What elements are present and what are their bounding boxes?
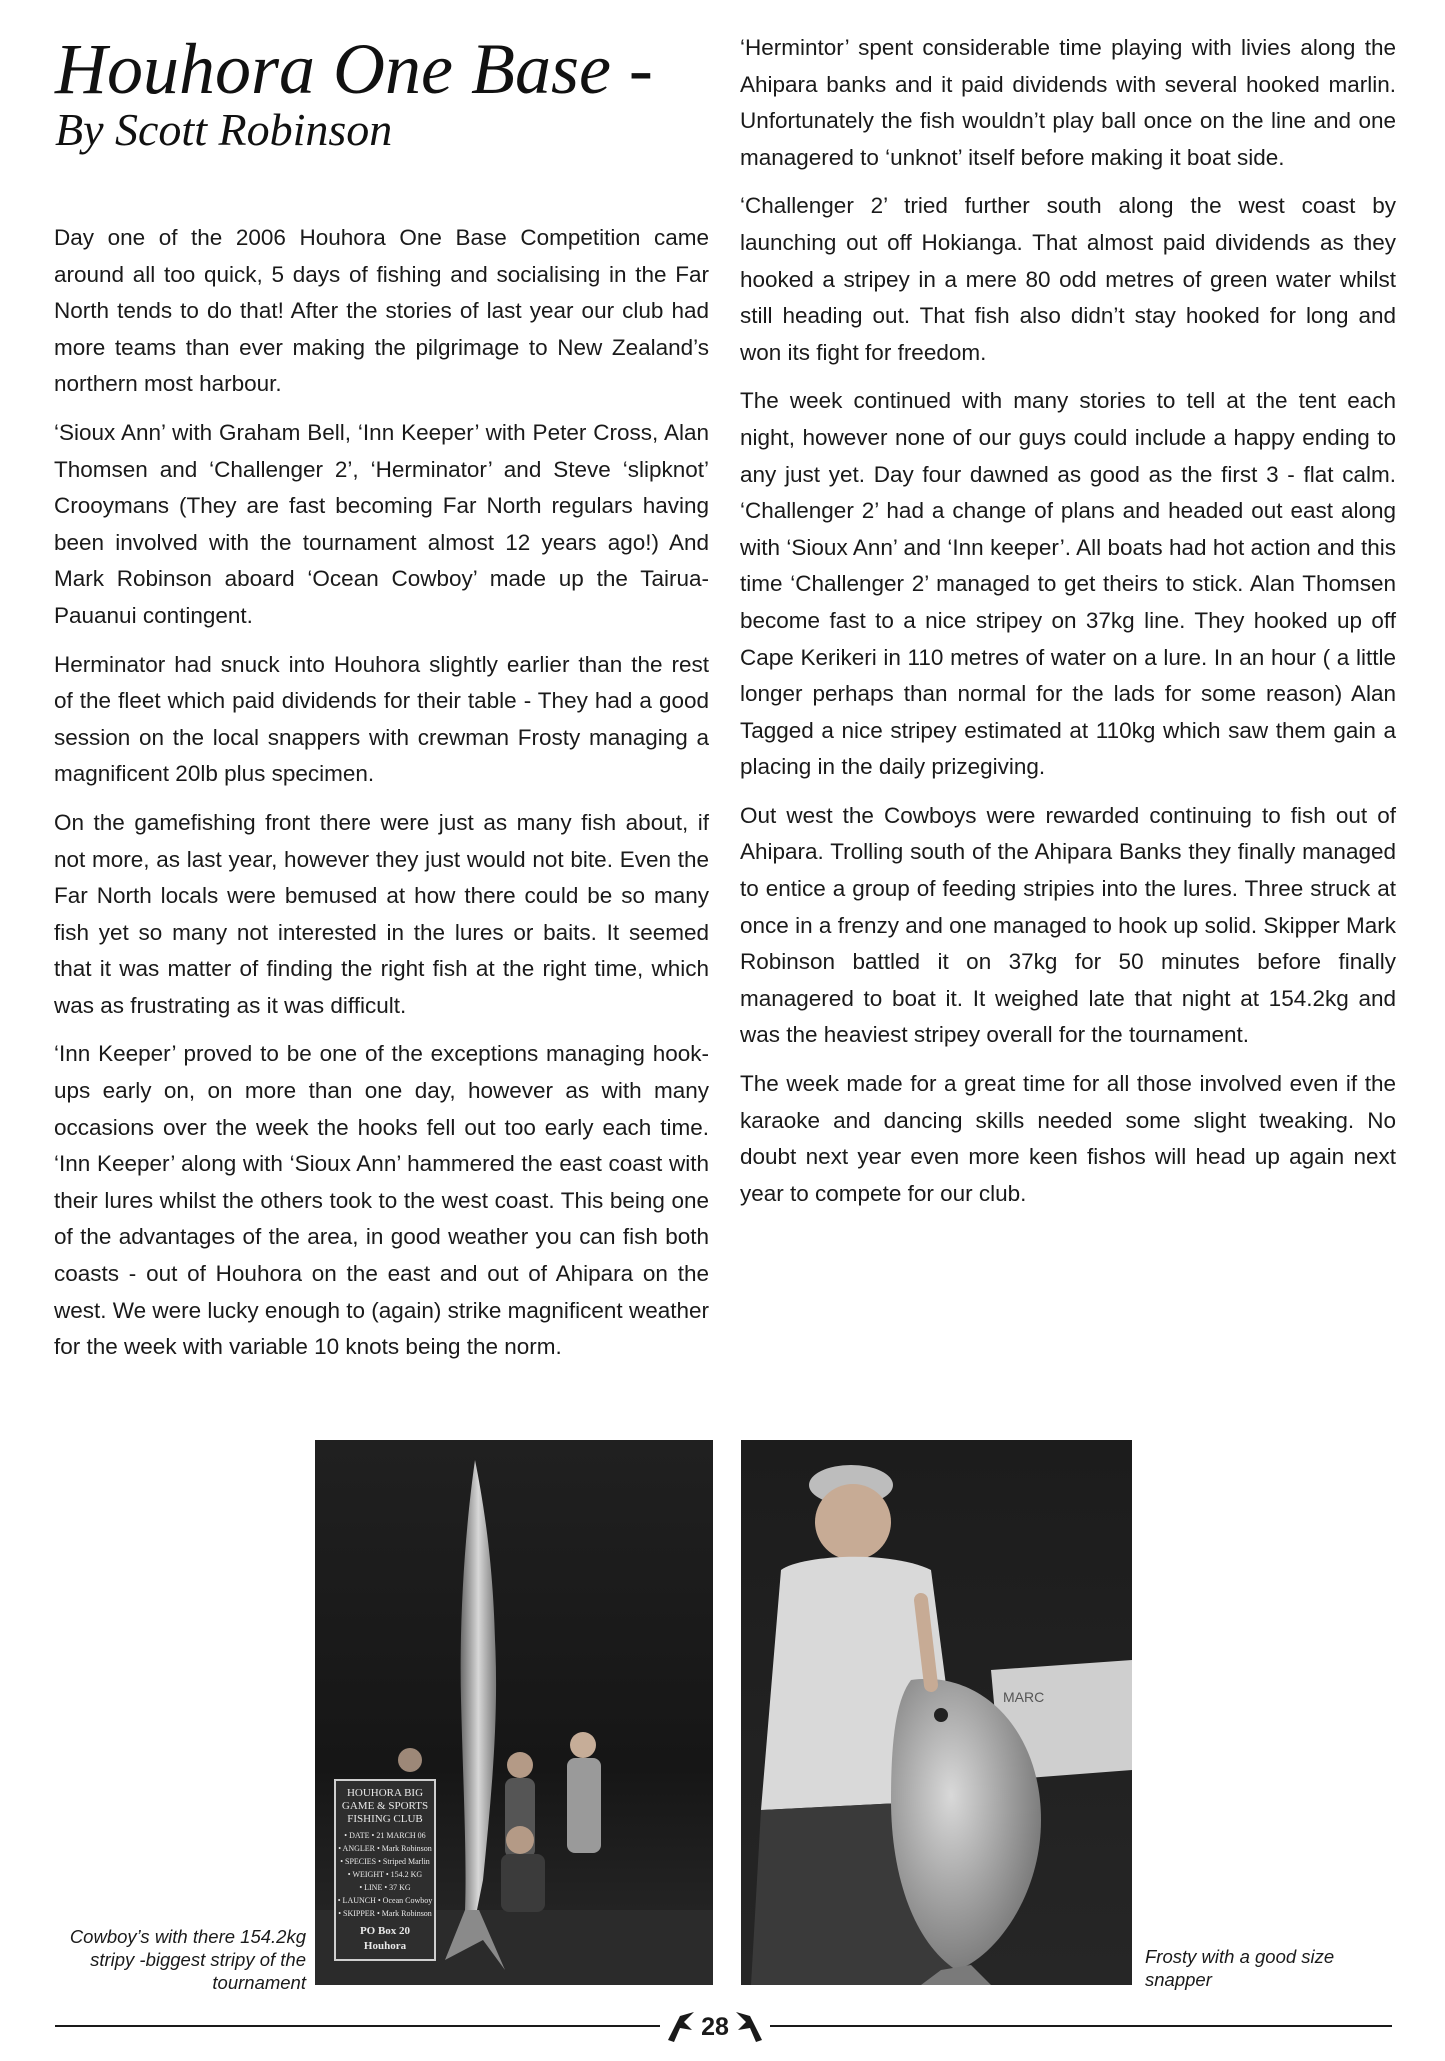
- paragraph: Herminator had snuck into Houhora slightly earlier than the rest of the fleet which paid dividends for their table - They had a good session on the local snappers with crewman Frosty managing a magnificent 20lb plus specimen.: [54, 651, 709, 787]
- paragraph: ‘Hermintor’ spent considerable time playing with livies along the Ahipara banks and it paid dividends with several hooked marlin. Unfortunately the fish wouldn’t play ball once on the line and one managered to ‘unknot’ itself before making it boat side.: [740, 35, 1396, 170]
- paragraph: The week continued with many stories to tell at the tent each night, however none of our guys could include a happy ending to any just yet. Day four dawned as good as the first 3 - flat calm. ‘Challenger 2’ had a change of plans and headed out east along with ‘Sioux Ann’ and ‘Inn keeper’. All boats had hot action and this time ‘Challenger 2’ managed to get theirs to stick. Alan Thomsen become fast to a nice stripey on 37kg line. They hooked up off Cape Kerikeri in 110 metres of water on a lure. In an hour ( a little longer perhaps than normal for the lads for some reason) Alan Tagged a nice stripey estimated at 110kg which saw them gain a placing in the daily prizegiving.: [740, 388, 1396, 780]
- board-text-date: • DATE • 21 MARCH 06: [344, 1831, 426, 1840]
- boat-lettering: MARC: [1003, 1689, 1045, 1705]
- article-byline: By Scott Robinson: [55, 104, 393, 155]
- board-text-species: • SPECIES • Striped Marlin: [340, 1857, 430, 1866]
- footer-rule-left: [55, 2025, 660, 2027]
- board-text-line: • LINE • 37 KG: [359, 1883, 411, 1892]
- right-text-column: [740, 30, 1396, 1224]
- paragraph: ‘Sioux Ann’ with Graham Bell, ‘Inn Keeper’ with Peter Cross, Alan Thomsen and ‘Challenger 2’, ‘Herminator’ and Steve ‘slipknot’ Crooymans (They are fast becoming Far North regulars having been involved with the tournament almost 12 years ago!) And Mark Robinson aboard ‘Ocean Cowboy’ made up the Tairua-Pauanui contingent.: [54, 419, 709, 628]
- board-text-line3: FISHING CLUB: [347, 1813, 423, 1825]
- board-text-launch: • LAUNCH • Ocean Cowboy: [337, 1896, 433, 1905]
- board-text-town: Houhora: [363, 1940, 407, 1952]
- board-text-skipper: • SKIPPER • Mark Robinson: [338, 1909, 432, 1918]
- board-text-weight: • WEIGHT • 154.2 KG: [347, 1870, 423, 1879]
- paragraph: The week made for a great time for all those involved even if the karaoke and dancing skills needed some slight tweaking. No doubt next year even more keen fishos will head up again next year to compete for our club.: [740, 1071, 1396, 1206]
- paragraph: ‘Inn Keeper’ proved to be one of the exceptions managing hook-ups early on, on more than one day, however as with many occasions over the week the hooks fell out too early each time. ‘Inn Keeper’ along with ‘Sioux Ann’ hammered the east coast with their lures whilst the others took to the west coast. This being one of the advantages of the area, in good weather you can fish both coasts - out of Houhora on the east and out of Ahipara on the west. We were lucky enough to (again) strike magnificent weather for the week with variable 10 knots being the norm.: [54, 1041, 709, 1360]
- left-text-column: [54, 220, 709, 1378]
- page-number: 28: [701, 2013, 729, 2041]
- snapper-photo: [741, 1440, 1132, 1985]
- page-number-badge: [660, 2008, 770, 2048]
- marlin-weighin-photo: [315, 1440, 713, 1985]
- board-text-angler: • ANGLER • Mark Robinson: [338, 1844, 432, 1853]
- right-photo-caption: Frosty with a good size snapper: [1145, 1946, 1335, 1990]
- paragraph: Day one of the 2006 Houhora One Base Competition came around all too quick, 5 days of fishing and socialising in the Far North tends to do that! After the stories of last year our club had more teams than ever making the pilgrimage to New Zealand’s northern most harbour.: [54, 225, 709, 397]
- marlin-photo-illustration: [315, 1440, 713, 1985]
- paragraph: ‘Challenger 2’ tried further south along the west coast by launching out off Hokianga. That almost paid dividends as they hooked a stripey in a mere 80 odd metres of green water whilst still heading out. That fish also didn’t stay hooked for long and won its fight for freedom.: [740, 193, 1396, 365]
- board-text-pobox: PO Box 20: [359, 1925, 411, 1937]
- article-title: Houhora One Base -: [55, 29, 653, 109]
- paragraph: On the gamefishing front there were just as many fish about, if not more, as last year, however they just would not bite. Even the Far North locals were bemused at how there could be so many fish yet so many not interested in the lures or baits. It seemed that it was matter of finding the right fish at the right time, which was as frustrating as it was difficult.: [54, 809, 709, 1018]
- snapper-photo-illustration: [741, 1440, 1132, 1985]
- left-photo-caption: Cowboy’s with there 154.2kg stripy -biggest stripy of the tournament: [69, 1926, 306, 1993]
- marlin-left-icon: [666, 2010, 696, 2044]
- board-text-line2: GAME & SPORTS: [341, 1800, 429, 1812]
- board-text-line1: HOUHORA BIG: [346, 1787, 424, 1799]
- paragraph: Out west the Cowboys were rewarded continuing to fish out of Ahipara. Trolling south of the Ahipara Banks they finally managed to entice a group of feeding stripies into the lures. Three struck at once in a frenzy and one managed to hook up solid. Skipper Mark Robinson battled it on 37kg for 50 minutes before finally managered to boat it. It weighed late that night at 154.2kg and was the heaviest stripey overall for the tournament.: [740, 802, 1396, 1048]
- footer-rule-right: [770, 2025, 1392, 2027]
- marlin-right-icon: [734, 2010, 764, 2044]
